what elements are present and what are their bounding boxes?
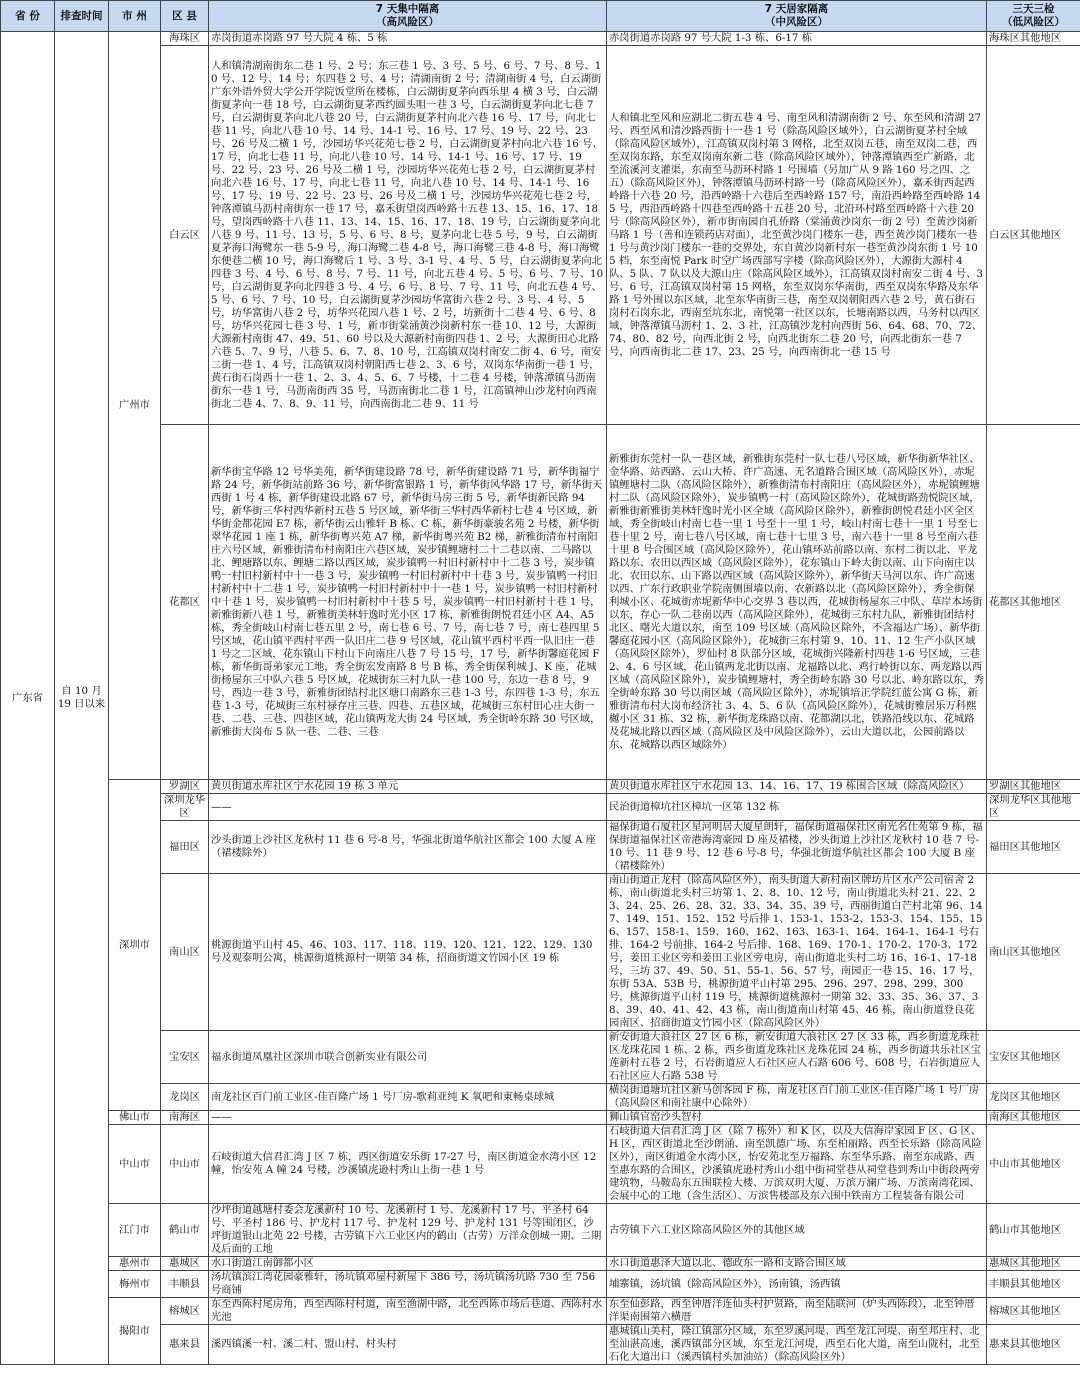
mid-risk-cell: 新雅街东莞村一队一巷区域，新雅街东莞村一队七巷八号区域，新华街新华社区、金华路、站西路、云山大桥、许广高速、无名道路合围区域（高风险区外），赤坭镇鲤塘村二队（高风险区除外），新雅街清布村南阳庄（高风险区外），赤坭镇鲤塘村二队（高风险区除外），炭步镇鸭一村（高风险区除外），花城街路劲悦院区域，新雅街新雅街美林轩逸时光小区全域（高风险区除外），新雅街朗悦君廷小区全区域，秀全街岐山村南七巷一里 1 号至十一里 1 号，岐山村南七巷十一里 1 号至七巷十里 2 号，南七巷八号区域，南七巷十七里 3 号，南六巷十一里 8 号至南六巷十里 8 号合围区域（高风险区除外），花山镇环站前路以南、东村二街以北、平龙路以东、农田以西区域（高风险区除外），花东镇山下岭大街以南、山下向南庄以北、农田以东、山下路以西区域（高风险区除外），新华街天马河以东、许广高速以西、广东行政职业学院南侧围墙以南、农新路以北（高风险区除外），秀全街保利城小区、花城街赤坭新华中心交界 3 巷以西，花城街杨屋东三中队、草岸本场街以东，存心一队二巷南以西（高风险区除外），花城街三东村九队，新雅街团结村北区、曙光大道以东，南至 109 号区域（高风险区除外，不含福达广场）、新华街馨庭花园小区（高风险区除外），花城街三东村第 9、10、11、12 生产小队区域（高风险区除外），罗仙村 8 队部分区域，花城街兴隆新村四巷 1-6 号区域，三巷 2、4、6 号区域，花山镇两龙北街以南、龙福路以北、鸡行岭街以东、两龙路以西区域（高风险区除外），炭步镇鲤塘村，秀全街岭东路 30 号以北、岭东路以东，秀全街岭东路 30 号以南区域（高风险区除外），赤坭镇培正学院红蓝公寓 G 栋，新雅街清布村大岗布经济社 3、4、5、6 队（高风险区除外），花城街雅居乐万科熙樾小区 31 栋、32 栋，新华街龙珠路以南、花都湖以北，铁路沿线以东、花城路及花城北路以西区域（高风险区及中风险区除外），云山大道以北，公园前路以东、花城路以西区域除外） [607, 425, 987, 780]
high-risk-cell: 黄贝街道水库社区宁水花园 19 栋 3 单元 [209, 780, 607, 794]
mid-risk-cell: 民治街道樟坑社区樟坑一区第 132 栋 [607, 794, 987, 821]
header-row [1, 1, 1080, 32]
date-cell: 自 10 月 19 日以来 [55, 32, 109, 1365]
mid-risk-cell: 石岐街道大信君汇湾 J 区（除 7 栋外）和 K 区，以及大信海岸家园 F 区、G 区、H 区，西区街道北至沙朗涌、南至凯德广场、东至柏丽路、西至长乐路（除高风险区外），南区街道金水湾小区，怡安苑北至万福路、东至华乐路、南至东成路、西至惠东路的合围区，沙溪镇虎逊村秀山小组中街祠堂巷从祠堂巷到秀山中街段两旁建筑物，马鞍岛东五围联检大楼、万滨双玥大厦、万滨万澜广场、万滨南湾花园、会展中心的工地（含生活区）、万滨售楼部及东六围中铁南方工程装备有限公司 [607, 1125, 987, 1204]
table-row [1, 780, 1080, 794]
mid-risk-cell: 黄贝街道水库社区宁水花园 13、14、16、17、19 栋围合区域（除高风险区） [607, 780, 987, 794]
high-risk-cell: 沙坪街道越塘村委会龙溪新村 10 号、龙溪新村 1 号、龙溪新村 17 号、平圣村 64 号、平圣村 186 号、护龙村 117 号、护龙村 129 号、护龙村 131 号等围闭区，沙坪街道银山北苑 22 号楼，古劳镇下六工业区内的鹤山（古劳）万洋众创城一期、二期及后面的工地 [209, 1204, 607, 1257]
district-cell: 南山区 [161, 874, 209, 1031]
district-cell: 花都区 [161, 425, 209, 780]
city-cell: 梅州市 [109, 1271, 161, 1298]
low-risk-cell: 深圳龙华区其他地区 [987, 794, 1080, 821]
low-risk-cell: 鹤山市其他地区 [987, 1204, 1080, 1257]
table-row [1, 46, 1080, 425]
table-row [1, 821, 1080, 874]
mid-risk-cell: 水口街道惠泽大道以北、德政东一路和支路合围区域 [607, 1257, 987, 1271]
table-row [1, 1125, 1080, 1204]
header-province: 省 份 [1, 1, 55, 32]
city-cell: 江门市 [109, 1204, 161, 1257]
low-risk-cell: 福田区其他地区 [987, 821, 1080, 874]
table-row [1, 32, 1080, 46]
district-cell: 惠来县 [161, 1325, 209, 1365]
table-row [1, 1111, 1080, 1125]
mid-risk-cell: 福保街道石厦社区星河明居大厦星朗轩，福保街道福保社区南光名仕苑第 9 栋，福保街道福保社区帝港海湾豪园 D 座及裙楼，沙头街道上沙社区龙秋村 10 巷 7 号-10 号、11 巷 9 号、12 巷 6 号-8 号，华强北街道华航社区都会 100 大厦 B 座（裙楼除外） [607, 821, 987, 874]
low-risk-cell: 花都区其他地区 [987, 425, 1080, 780]
district-cell: 罗湖区 [161, 780, 209, 794]
high-risk-cell: 水口街道江南御都小区 [209, 1257, 607, 1271]
table-row [1, 1204, 1080, 1257]
district-cell: 鹤山市 [161, 1204, 209, 1257]
high-risk-cell: 赤岗街道赤岗路 97 号大院 4 栋、5 栋 [209, 32, 607, 46]
table-row [1, 1257, 1080, 1271]
district-cell: 丰顺县 [161, 1271, 209, 1298]
city-cell: 佛山市 [109, 1111, 161, 1125]
table-row [1, 874, 1080, 1031]
header-city: 市 州 [109, 1, 161, 32]
mid-risk-cell: 南山街道正龙村（除高风险区外），南头街道大新村南区牌坊片区水产公司宿舍 2 栋，南山街道北头村三坊第 1、2、8、10、12 号，南山街道北头村 21、22、23、24、25、26、28、32、33、34、35、39 号，西丽街道白芒村北第 96、147、149、151、152、152 号后排 1、153-1、153-2、153-3、154、155、156、157、158-1、159、160、162、163、163-1、164、164-1、164-1 号右排、164-2 号前排、164-2 号后排、168、169、170-1、170-2、170-3、172 号，姜田工业区旁和姜田工业区旁电房，南山街道北头村二坊 16、16-1、17-18 号，三坊 37、49、50、51、55-1、56、57 号，南园正一巷 15、16、17 号，东街 53A、53B 号，桃源街道平山村第 295、296、297、298、299、300 号，桃源街道平山村 119 号，桃源街道桃源村一期第 32、33、35、36、37、38、39、40、41、42、43 栋，南山街道南山村第 45、46 栋，南山街道登良花园南区、招商街道文竹园小区（除高风险区外） [607, 874, 987, 1031]
table-row [1, 425, 1080, 780]
header-district: 区 县 [161, 1, 209, 32]
district-cell: 白云区 [161, 46, 209, 425]
low-risk-cell: 中山市其他地区 [987, 1125, 1080, 1204]
low-risk-cell: 罗湖区其他地区 [987, 780, 1080, 794]
district-cell: 惠城区 [161, 1257, 209, 1271]
mid-risk-cell: 惠城镇山美村，隆江镇部分区域，东至罗溪河堤、西至龙江河堤、南至邦庄村、北至汕湛高速，溪西镇部分区域，东至龙江河堤，西至石化大道，南至山陇村，北至石化大道出口（溪西镇村头加油站）（除高风险区外） [607, 1325, 987, 1365]
high-risk-cell: 汤坑镇滨江湾花园豪雅轩，汤坑镇邓屋村新屋下 386 号，汤坑镇汤坑路 730 至 756 号商铺 [209, 1271, 607, 1298]
district-cell: 榕城区 [161, 1298, 209, 1325]
high-risk-cell: 桃源街道平山村 45、46、103、117、118、119、120、121、122、129、130 号及观泰明公寓，桃源街道桃源村一期第 34 栋，招商街道文竹园小区 19 栋 [209, 874, 607, 1031]
district-cell: 福田区 [161, 821, 209, 874]
high-risk-cell: 福永街道凤凰社区深圳市联合创新实业有限公司 [209, 1031, 607, 1084]
high-risk-cell: 东至西陈村尾房角，西至西陈村村道，南至渔湖中路，北至西陈市场后巷道、西陈村水光池 [209, 1298, 607, 1325]
table-row [1, 794, 1080, 821]
district-cell: 海珠区 [161, 32, 209, 46]
mid-risk-cell: 赤岗街道赤岗路 97 号大院 1-3 栋、6-17 栋 [607, 32, 987, 46]
header-high-risk: 7 天集中隔离 （高风险区） [209, 1, 607, 32]
low-risk-cell: 榕城区其他地区 [987, 1298, 1080, 1325]
table-row [1, 1084, 1080, 1111]
low-risk-cell: 海珠区其他地区 [987, 32, 1080, 46]
table-row [1, 1031, 1080, 1084]
high-risk-cell: —— [209, 1111, 607, 1125]
table-row [1, 1271, 1080, 1298]
high-risk-cell: 溪西镇溪一村、溪二村、盟山村、村头村 [209, 1325, 607, 1365]
low-risk-cell: 南山区其他地区 [987, 874, 1080, 1031]
district-cell: 南海区 [161, 1111, 209, 1125]
header-mid-risk: 7 天居家隔离 （中风险区） [607, 1, 987, 32]
high-risk-cell: 新华街宝华路 12 号华美苑，新华街建设路 78 号，新华街建设路 71 号，新华街福宁路 24 号，新华街站前路 36 号，新华街富银路 1 号，新华街风华路 17 号，新华街天西街 1 号 4 栋，新华街建设北路 67 号，新华街马房三街 5 号，新华街新民路 94 号，新华街三华村西华新村五巷 5 号区域，新华街三华村西华新村七巷 4 号区域，新华街金都花园 E7 栋，新华街云山雅轩 B 栋、C 栋，新华街豪骏名苑 2 号楼，新华街翠华花园 1 座 1 栋，新华街粤兴苑 A7 梯，新华街粤兴苑 B2 梯，新雅街清布村南阳庄六号区域，新雅街清布村南阳庄六巷区域，炭步镇鲤塘村二十二巷以南、二马路以北、鲤塘路以东、鲤塘二路以西区域，炭步镇鸭一村旧村新村中十二巷 3 号，炭步镇鸭一村旧村新村中十一巷 3 号，炭步镇鸭一村旧村新村中十巷 3 号，炭步镇鸭一村旧村新村中十二巷 1 号，炭步镇鸭一村旧村新村中十一巷 1 号，炭步镇鸭一村旧村新村中十巷 1 号，炭步镇鸭一村旧村新村中十巷 5 号，炭步镇鸭一村旧村新村十巷 1 号，新雅街新八巷 1 号，新雅街美林轩逸时光小区 17 栋，新雅街朗悦君廷小区 A4、A5 栋，秀全街岐山村南七巷五里 2 号，南七巷 6 号、7 号，南七巷 7 号，南七巷四里 5 号区域，花山镇平西村平西一队旧庄二巷 9 号区域，花山镇平西村平西一队旧庄一巷 1 号之二区域，花东镇山下村山下向南庄八巷 7 号 15 号，17 号，新华街馨庭花园 F 栋，新华街哥弟家元工地，秀全街宏发南路 8 号 B 栋，秀全街保利城 J、K 座，花城街杨屋东三中队六巷 5 号区域，花城街东三村九队一巷 100 号，东边一巷 8 号，9 号，西边一巷 3 号，新雅街团结村北区塘口南路东三巷 1-3 号，东四巷 1-3 号，东五巷 1-3 号，花城街三东村禄存庄三巷、四巷、五巷区域，花城街三东村田心庄大街一巷、二巷、三巷、四巷区域，花山镇两龙大街 24 号区域，秀全街岭东路 30 号区域，新雅街大岗布 5 队一巷、二巷、三巷 [209, 425, 607, 780]
high-risk-cell: 沙头街道上沙社区龙秋村 11 巷 6 号-8 号，华强北街道华航社区都会 100 大厦 A 座（裙楼除外） [209, 821, 607, 874]
low-risk-cell: 白云区其他地区 [987, 46, 1080, 425]
header-date: 排查时间 [55, 1, 109, 32]
district-cell: 深圳龙华区 [161, 794, 209, 821]
city-cell: 中山市 [109, 1125, 161, 1204]
low-risk-cell: 宝安区其他地区 [987, 1031, 1080, 1084]
low-risk-cell: 南海区其他地区 [987, 1111, 1080, 1125]
mid-risk-cell: 东至仙彭路，西至钟厝洋连仙头村护贤路，南至陆联河（炉头西陈段），北至钟厝洋渠南围第六横厝 [607, 1298, 987, 1325]
low-risk-cell: 丰顺县其他地区 [987, 1271, 1080, 1298]
city-cell: 深圳市 [109, 780, 161, 1111]
mid-risk-cell: 古劳镇下六工业区除高风险区外的其他区域 [607, 1204, 987, 1257]
city-cell: 惠州市 [109, 1257, 161, 1271]
mid-risk-cell: 横岗街道塘坑社区新马创客园 F 栋，南龙社区百门前工业区-佳百隆广场 1 号厂房（高风险区和南社康中心除外） [607, 1084, 987, 1111]
district-cell: 宝安区 [161, 1031, 209, 1084]
low-risk-cell: 惠城区其他地区 [987, 1257, 1080, 1271]
city-cell: 广州市 [109, 32, 161, 780]
high-risk-cell: 南龙社区百门前工业区-佳百隆广场 1 号厂房-歌莉亚纯 K 氧吧和東畅桌球城 [209, 1084, 607, 1111]
mid-risk-cell: 埔寨镇，汤坑镇（除高风险区外），汤南镇，汤西镇 [607, 1271, 987, 1298]
table-row [1, 1325, 1080, 1365]
high-risk-cell: 人和镇清湖南街东二巷 1 号、2 号；东三巷 1 号、3 号、5 号、6 号、7 号、8 号、10 号、12 号、14 号；东四巷 2 号、4 号；清湖南街 2 号；清湖南街 4 号，白云湖街广东外语外贸大学公开学院饭堂所在楼栋，白云湖街夏茅向西乐里 4 横 3 号，白云湖街夏茅向一巷 18 号，白云湖街夏茅西约圆头咀一巷 3 号，白云湖街夏茅向北七巷 7 号，白云湖街夏茅向北八巷 20 号，白云湖街夏茅村向北六巷 16 号、17 号，向北七巷 11 号，向北八巷 10 号、14 号、14-1 号、16 号、17 号、19 号、22 号、23 号、26 号及二横 1 号，沙园坊华兴花苑七巷 2 号，白云湖街夏茅村向北六巷 16 号、17 号，向北七巷 11 号，向北八巷 10 号、14 号、14-1 号、16 号、17 号、19 号、22 号、23 号、26 号及二横 1 号，沙园坊华兴花苑七巷 2 号，白云湖街夏茅村向北六巷 16 号、17 号，向北七巷 11 号，向北八巷 10 号、14 号、14-1 号、16 号、17 号、19 号、22 号、23 号、26 号及二横 1 号，沙园坊华兴花苑七巷 2 号，钟落潭镇马沥村南街东一巷 17 号，嘉禾街望岗西岭路十五巷 13、15、16、17、18 号，望岗西岭路十八巷 11、13、14、15、16、17、18、19 号，白云湖街夏茅向北八巷 9 号、11 号、13 号，5 号、6 号、8 号，夏茅向北七巷 5 号，9 号，白云湖街夏茅海口海鹭东一巷 5-9 号，海口海鹭二巷 4-8 号，海口海鹭三巷 4-8 号，海口海鹭东便巷二横 10 号，海口海鹭后 1 号、3 号、3-1 号、4 号、5 号，白云湖街夏茅向北四巷 3 号、4 号、6 号、8 号、7 号、11 号，向北五巷 4 号、5 号、6 号、7 号、10 号，白云湖街夏茅向北四巷 3 号、4 号、6 号、8 号、7 号、11 号，向北五巷 4 号、5 号、6 号、7 号、10 号，白云湖街夏茅沙园坊华富街六巷 2 号、3 号、4 号、5 号，坊华富街八巷 2 号，坊华兴花园八巷 1 号、2 号，坊新街十二巷 4 号、6 号、8 号，坊华兴花园七巷 3 号、1 号，新市街棠涌黄沙岗新村东一巷 10、12 号，大源街大源新村南街 47、49、51、60 号以及大源新村南街四巷 1、2 号，大源街田心北路六巷 5、7、9 号，八巷 5、6、7、8、10 号，江高镇双岗村南安二街 4、6 号，南安二街一巷 1、4 号，江高镇双岗村朝阳西七巷 2、3、6 号，双岗东华南街一巷 1 号，黄石街石岗西十一巷 1、2、3、4、5、6、7 号楼，十二巷 4 号楼，钟落潭镇马沥南街东一巷 1 号，马沥南街西 35 号，马沥南街北二巷 1 号，江高镇神山沙龙村向西南街北二巷 4、7、8、9、11 号，向西南街北二巷 9、11 号 [209, 46, 607, 425]
mid-risk-cell: 新安街道大浪社区 27 区 6 栋，新安街道大浪社区 27 区 33 栋，西乡街道龙珠社区龙珠花园 1 栋、2 栋，西乡街道龙珠社区龙珠花园 24 栋，西乡街道共乐社区宝莲新村五巷 2 号，石岩街道应人石社区应人石路 606 号、608 号，石岩街道应人石社区应人石路 538 号 [607, 1031, 987, 1084]
district-cell: 中山市 [161, 1125, 209, 1204]
table-row [1, 1298, 1080, 1325]
mid-risk-cell: 狮山镇官窑沙头智村 [607, 1111, 987, 1125]
header-low-risk: 三天三检 （低风险区） [987, 1, 1080, 32]
high-risk-cell: —— [209, 794, 607, 821]
low-risk-cell: 惠来县其他地区 [987, 1325, 1080, 1365]
province-cell: 广东省 [1, 32, 55, 1365]
district-cell: 龙岗区 [161, 1084, 209, 1111]
mid-risk-cell: 人和镇北至风和应湖北二街五巷 4 号、南至风和清湖南街 2 号、东至风和清湖 27 号、西至风和清沙路西街十一巷 1 号（除高风险区域外），白云湖街夏茅村全域（除高风险区域外），江高镇双岗村第 3 网格，北至双岗五巷，南至双岗二巷，西至双岗东路，东至双岗南东新二巷（除高风险区域外），钟落潭镇西至广新路，北至流溪河支灌渠，东南至马沥环村路 1 号围墙（另加广从 9 路 160 号之四、之五）（除高风险区外），钟落潭镇马沥环村路一号（除高风险区外），嘉禾街西起西岭路十六巷 20 号，沿西岭路十六巷后至西岭路 157 号，南沿西岭路至西岭路 145 号，西沿西岭路十四巷至西岭路十五巷 20 号，北沿环村路至西岭路十六巷 20 号（除高风险区外），新市街南园自孔侨路（棠涌黄沙岗东一街 2 号）至黄沙岗新马路 1 号（善和连锁药店对面），北至黄沙岗门楼东一巷，西至黄沙岗门楼东一巷 1 号与黄沙岗门楼东一巷的交界处，东自黄沙岗新村东一巷至黄沙岗东街 1 号 105 档，东至南悦 Park 时空广场西部写字楼（除高风险区外），大源街大源村 4 队、5 队、7 队以及大源山庄（除高风险区域外），江高镇双岗村南安二街 4 号、3 号、6 号，江高镇双岗村第 15 网格，东至双岗东华南街，西至双岗东华路及东华路 1 号外围以东区域，北至东华南街三巷，南至双岗朝阳西六巷 2 号，黄石街石岗村石岗东北，西南至坑东北，南悦第一社区以东，长塘南路以西，马务村以西区域，钟落潭镇马沥村 1、2、3 社，江高镇沙龙村向西街 56、64、68、70、72、74、80、82 号，向西北街 2 号，向西北街东二巷 20 号，向西北街东一巷 7 号，向西南街北二巷 17、23、25 号，向西南街北一巷 15 号 [607, 46, 987, 425]
high-risk-cell: 石岐街道大信君汇湾 J 区 7 栋，西区街道安乐街 17-27 号，南区街道金水湾小区 12 幢，怡安苑 A 幢 24 号楼，沙溪镇虎逊村秀山上街一巷 1 号 [209, 1125, 607, 1204]
low-risk-cell: 龙岗区其他地区 [987, 1084, 1080, 1111]
city-cell: 揭阳市 [109, 1298, 161, 1365]
